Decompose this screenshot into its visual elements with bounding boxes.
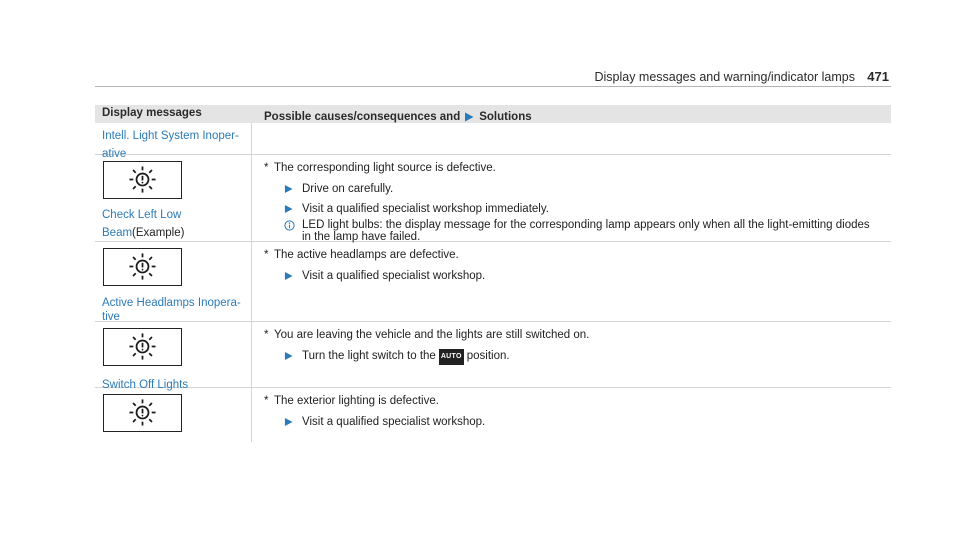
page-header bbox=[95, 64, 891, 87]
exterior-lighting-lamp-icon bbox=[128, 398, 157, 427]
table-row bbox=[95, 155, 891, 242]
solution-text: Visit a qualified specialist workshop. bbox=[302, 416, 486, 428]
info-note bbox=[264, 219, 879, 243]
solution-text: Visit a qualified specialist workshop immediately. bbox=[302, 203, 549, 215]
exterior-lighting-lamp-icon bbox=[128, 165, 157, 194]
page-title: Display messages and warning/indicator lamps bbox=[594, 70, 855, 84]
display-message bbox=[102, 210, 184, 241]
warning-lamp-box bbox=[103, 248, 182, 286]
cause-text: The exterior lighting is defective. bbox=[274, 395, 439, 407]
exterior-lighting-lamp-icon bbox=[128, 332, 157, 361]
display-message bbox=[102, 296, 247, 323]
cause-cell bbox=[252, 388, 891, 442]
table-row bbox=[95, 242, 891, 322]
arrow-right-icon bbox=[284, 417, 293, 427]
cause: * You are leaving the vehicle and the lights are still switched on. bbox=[264, 329, 590, 341]
messages-table bbox=[95, 105, 891, 442]
warning-lamp-box bbox=[103, 394, 182, 432]
arrow-right-icon bbox=[284, 271, 293, 281]
display-message-line-2: Beam bbox=[102, 226, 133, 239]
cause-cell bbox=[252, 242, 891, 321]
cause: * The corresponding light source is defective. bbox=[264, 162, 496, 174]
arrow-right-icon bbox=[284, 204, 293, 214]
solution-step bbox=[264, 349, 879, 365]
warning-lamp-box bbox=[103, 328, 182, 366]
solution-step bbox=[264, 202, 879, 216]
cause: * The exterior lighting is defective. bbox=[264, 395, 439, 407]
table-row bbox=[95, 123, 891, 160]
info-icon bbox=[284, 220, 295, 231]
cause-cell bbox=[252, 322, 891, 387]
message-cell bbox=[95, 242, 252, 321]
cause-cell bbox=[252, 123, 891, 154]
col-header-display-messages: Display messages bbox=[102, 107, 202, 119]
cause: * The active headlamps are defective. bbox=[264, 249, 459, 261]
arrow-right-icon bbox=[284, 184, 293, 194]
message-cell bbox=[95, 155, 252, 241]
solution-text: Drive on carefully. bbox=[302, 183, 394, 195]
table-row bbox=[95, 388, 891, 442]
col-header-suffix: Solutions bbox=[479, 111, 532, 123]
table-row bbox=[95, 322, 891, 391]
display-message-line-1: Check Left Low bbox=[102, 209, 182, 221]
cause-text: The active headlamps are defective. bbox=[274, 249, 459, 261]
solution-suffix: position. bbox=[466, 350, 510, 362]
col-header-causes-solutions bbox=[252, 105, 891, 123]
display-message-text: Switch Off Lights bbox=[102, 379, 189, 391]
auto-switch-icon: AUTO bbox=[439, 349, 464, 365]
note-text: LED light bulbs: the display message for the corresponding lamp appears only when all the light-emitting diodes in the lamp have failed. bbox=[302, 219, 870, 243]
col-header-prefix: Possible causes/consequences and bbox=[264, 111, 461, 123]
solution-step bbox=[264, 415, 879, 429]
exterior-lighting-lamp-icon bbox=[128, 252, 157, 281]
display-message-example: (Example) bbox=[132, 226, 185, 239]
table-header bbox=[95, 105, 891, 123]
arrow-right-icon bbox=[284, 351, 293, 361]
message-cell bbox=[95, 388, 252, 442]
arrow-right-icon bbox=[464, 112, 474, 122]
solution-text bbox=[302, 349, 510, 365]
cause-cell bbox=[252, 155, 891, 241]
display-message: Intell. Light System Inoper-ative bbox=[102, 130, 239, 160]
solution-step bbox=[264, 182, 879, 196]
solution-text: Visit a qualified specialist workshop. bbox=[302, 270, 486, 282]
message-cell bbox=[95, 322, 252, 391]
cause-text: The corresponding light source is defective. bbox=[274, 162, 496, 174]
display-message-text: Active Headlamps Inopera-tive bbox=[102, 297, 241, 323]
message-cell bbox=[95, 123, 252, 160]
cause-text: You are leaving the vehicle and the lights are still switched on. bbox=[274, 329, 590, 341]
solution-prefix: Turn the light switch to the bbox=[302, 350, 436, 362]
warning-lamp-box bbox=[103, 161, 182, 199]
solution-step bbox=[264, 269, 879, 283]
page-number: 471 bbox=[867, 69, 889, 84]
